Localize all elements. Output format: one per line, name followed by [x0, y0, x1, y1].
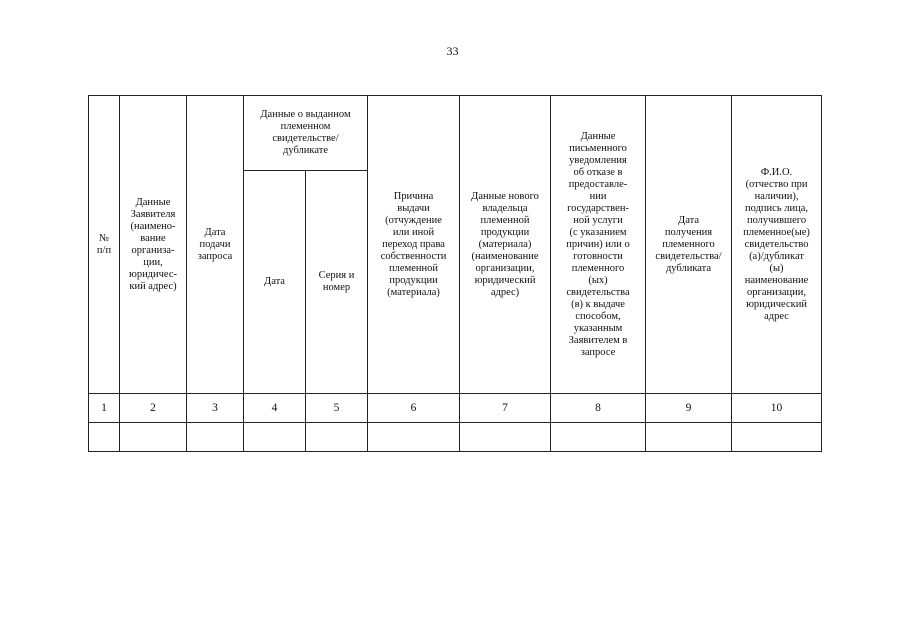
- header-receipt-date: Дата получения племенного свидетельства/ дубликата: [646, 96, 732, 394]
- empty-cell: [89, 423, 120, 452]
- column-number: 3: [187, 394, 244, 423]
- empty-cell: [120, 423, 187, 452]
- column-number: 7: [460, 394, 551, 423]
- header-recipient-info: Ф.И.О. (отчество при наличии), подпись лица, получившего племенное(ые) свидетельство (а)/дубликат (ы) наименование организации, юридический адрес: [732, 96, 822, 394]
- header-notification-data: Данные письменного уведомления об отказе в предоставле- нии государствен- ной услуги (с указанием причин) или о готовности племенного (ых) свидетельства (в) к выдаче способом, указанным Заявителем в запросе: [551, 96, 646, 394]
- column-number: 8: [551, 394, 646, 423]
- column-number: 9: [646, 394, 732, 423]
- column-number: 4: [244, 394, 306, 423]
- empty-cell: [187, 423, 244, 452]
- header-row-number: № п/п: [89, 96, 120, 394]
- column-number: 10: [732, 394, 822, 423]
- empty-cell: [551, 423, 646, 452]
- column-number: 6: [368, 394, 460, 423]
- empty-data-row: [89, 423, 822, 452]
- column-number: 1: [89, 394, 120, 423]
- page-number: 33: [446, 44, 459, 58]
- header-series-number: Серия и номер: [306, 171, 368, 394]
- register-table: [88, 95, 822, 452]
- header-issued-certificate-group: Данные о выданном племенном свидетельстве/ дубликате: [244, 96, 368, 171]
- column-number: 5: [306, 394, 368, 423]
- empty-cell: [460, 423, 551, 452]
- column-number: 2: [120, 394, 187, 423]
- empty-cell: [732, 423, 822, 452]
- header-row-top: [89, 96, 822, 171]
- empty-cell: [368, 423, 460, 452]
- header-applicant-data: Данные Заявителя (наимено- вание организа- ции, юридичес- кий адрес): [120, 96, 187, 394]
- empty-cell: [306, 423, 368, 452]
- empty-cell: [244, 423, 306, 452]
- header-request-date: Дата подачи запроса: [187, 96, 244, 394]
- column-number-row: [89, 394, 822, 423]
- header-certificate-date: Дата: [244, 171, 306, 394]
- empty-cell: [646, 423, 732, 452]
- header-issue-reason: Причина выдачи (отчуждение или иной переход права собственности племенной продукции (материала): [368, 96, 460, 394]
- header-new-owner-data: Данные нового владельца племенной продукции (материала) (наименование организации, юридический адрес): [460, 96, 551, 394]
